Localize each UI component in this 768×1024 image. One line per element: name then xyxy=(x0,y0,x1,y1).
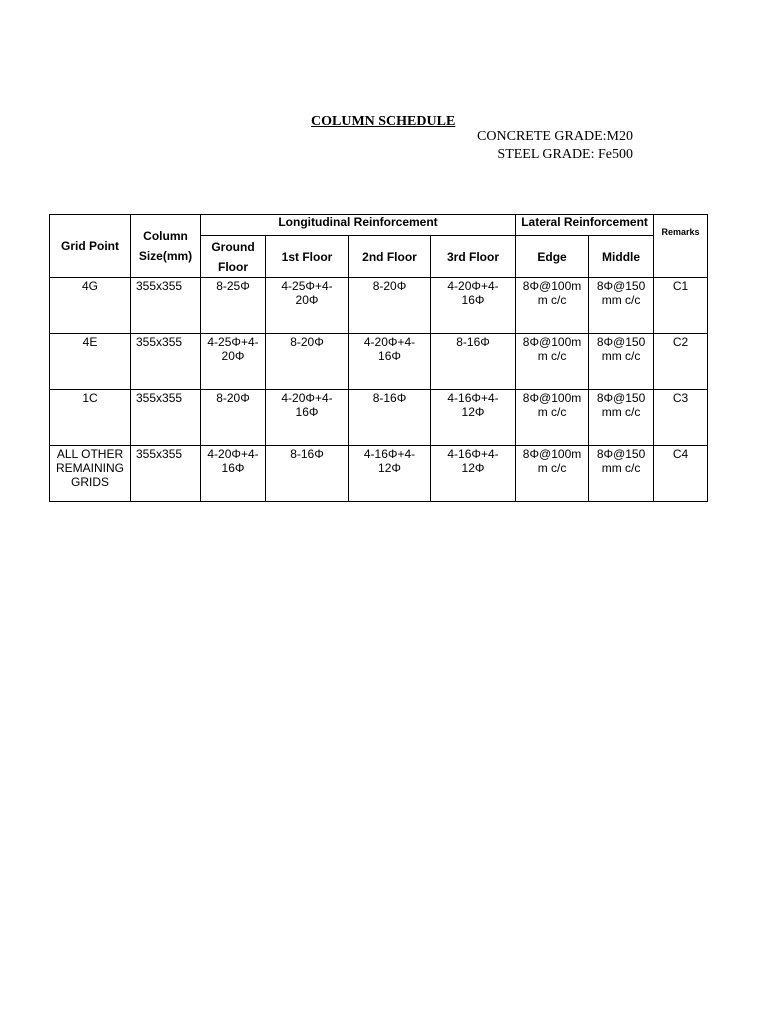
table-row-all-other xyxy=(50,446,708,502)
cell-ground xyxy=(201,334,266,390)
cell-second xyxy=(349,334,431,390)
cell-middle xyxy=(589,446,654,502)
cell-third xyxy=(431,278,516,334)
header-lateral: Lateral Reinforcement xyxy=(516,215,654,236)
cell-ground xyxy=(201,446,266,502)
header-edge: Edge xyxy=(516,236,589,278)
cell-text: 4-20Φ+4- xyxy=(363,335,416,349)
cell-first xyxy=(266,334,349,390)
cell-grid xyxy=(50,390,131,446)
column-schedule-table xyxy=(49,214,708,502)
cell-edge xyxy=(516,390,589,446)
cell-remarks: C1 xyxy=(654,278,708,334)
header-ground-floor-line1: Ground xyxy=(211,239,255,254)
steel-grade: STEEL GRADE: Fe500 xyxy=(497,147,633,162)
cell-text: 1C xyxy=(82,391,98,405)
cell-text: 12Φ xyxy=(378,461,401,475)
cell-text: 16Φ xyxy=(378,349,401,363)
cell-second xyxy=(349,390,431,446)
header-ground-floor xyxy=(201,236,266,278)
header-column-size-line1: Column xyxy=(143,229,188,243)
cell-text: 8Φ@100m xyxy=(522,335,582,349)
cell-text: 4-20Φ+4- xyxy=(207,447,259,461)
header-grid-point: Grid Point xyxy=(50,215,131,278)
cell-text: 8-20Φ xyxy=(290,335,324,349)
cell-third xyxy=(431,334,516,390)
cell-text: 4-20Φ+4- xyxy=(281,391,333,405)
header-longitudinal: Longitudinal Reinforcement xyxy=(201,215,516,236)
header-middle: Middle xyxy=(589,236,654,278)
cell-text: 4-20Φ+4- xyxy=(447,279,499,293)
cell-ground xyxy=(201,390,266,446)
cell-text: 8-16Φ xyxy=(372,391,407,405)
header-remarks: Remarks xyxy=(654,215,708,278)
cell-text: 4G xyxy=(81,279,98,293)
table-row-4e xyxy=(50,334,708,390)
header-second-floor: 2nd Floor xyxy=(349,236,431,278)
cell-text: 8-16Φ xyxy=(456,335,490,349)
cell-grid xyxy=(50,446,131,502)
cell-text: 8Φ@100m xyxy=(522,391,582,405)
cell-middle xyxy=(589,390,654,446)
cell-text: 8-25Φ xyxy=(216,279,250,293)
cell-remarks: C2 xyxy=(654,334,708,390)
cell-edge xyxy=(516,278,589,334)
cell-size: 355x355 xyxy=(131,278,201,334)
cell-first xyxy=(266,390,349,446)
header-third-floor: 3rd Floor xyxy=(431,236,516,278)
cell-size: 355x355 xyxy=(131,390,201,446)
cell-size: 355x355 xyxy=(131,334,201,390)
concrete-grade: CONCRETE GRADE:M20 xyxy=(477,129,633,144)
cell-grid xyxy=(50,278,131,334)
cell-text: 16Φ xyxy=(221,461,245,475)
cell-text: 20Φ xyxy=(221,349,245,363)
cell-text: 8-20Φ xyxy=(372,279,407,293)
cell-text: mm c/c xyxy=(601,293,641,307)
cell-text: 8-16Φ xyxy=(290,447,324,461)
cell-text: m c/c xyxy=(537,405,567,419)
cell-text: 4-25Φ+4- xyxy=(207,335,259,349)
header-first-floor: 1st Floor xyxy=(266,236,349,278)
cell-text: REMAINING xyxy=(55,461,124,475)
cell-text: 8Φ@150 xyxy=(596,391,646,405)
cell-first xyxy=(266,446,349,502)
cell-text: 4-16Φ+4- xyxy=(363,447,416,461)
cell-text: m c/c xyxy=(537,461,567,475)
cell-third xyxy=(431,390,516,446)
cell-text: 8Φ@100m xyxy=(522,279,582,293)
cell-edge xyxy=(516,334,589,390)
cell-text: 12Φ xyxy=(461,405,485,419)
cell-ground xyxy=(201,278,266,334)
table-row-4g xyxy=(50,278,708,334)
cell-second xyxy=(349,278,431,334)
cell-text: 8Φ@100m xyxy=(522,447,582,461)
cell-middle xyxy=(589,334,654,390)
cell-text: 8Φ@150 xyxy=(596,279,646,293)
cell-text: 4E xyxy=(82,335,98,349)
cell-text: 8Φ@150 xyxy=(596,447,646,461)
cell-text: mm c/c xyxy=(601,405,641,419)
cell-third xyxy=(431,446,516,502)
cell-edge xyxy=(516,446,589,502)
cell-text: 4-16Φ+4- xyxy=(447,391,499,405)
cell-text: 4-25Φ+4- xyxy=(281,279,333,293)
cell-second xyxy=(349,446,431,502)
cell-text: 8Φ@150 xyxy=(596,335,646,349)
cell-text: ALL OTHER xyxy=(56,447,124,461)
cell-text: 4-16Φ+4- xyxy=(447,447,499,461)
cell-remarks: C3 xyxy=(654,390,708,446)
cell-text: 8-20Φ xyxy=(216,391,250,405)
header-ground-floor-line2: Floor xyxy=(218,259,248,274)
document-title: COLUMN SCHEDULE xyxy=(311,114,456,129)
cell-text: m c/c xyxy=(537,293,567,307)
cell-grid xyxy=(50,334,131,390)
cell-text: GRIDS xyxy=(70,475,109,489)
header-row-top xyxy=(50,215,708,236)
cell-text: 12Φ xyxy=(461,461,485,475)
cell-size: 355x355 xyxy=(131,446,201,502)
cell-text: 20Φ xyxy=(295,293,319,307)
cell-first xyxy=(266,278,349,334)
cell-text: mm c/c xyxy=(601,349,641,363)
cell-text: 16Φ xyxy=(295,405,319,419)
cell-remarks: C4 xyxy=(654,446,708,502)
cell-text: m c/c xyxy=(537,349,567,363)
cell-text: mm c/c xyxy=(601,461,641,475)
table-row-1c xyxy=(50,390,708,446)
cell-text: 16Φ xyxy=(461,293,485,307)
header-column-size xyxy=(131,215,201,278)
header-column-size-line2: Size(mm) xyxy=(138,249,193,263)
cell-middle xyxy=(589,278,654,334)
